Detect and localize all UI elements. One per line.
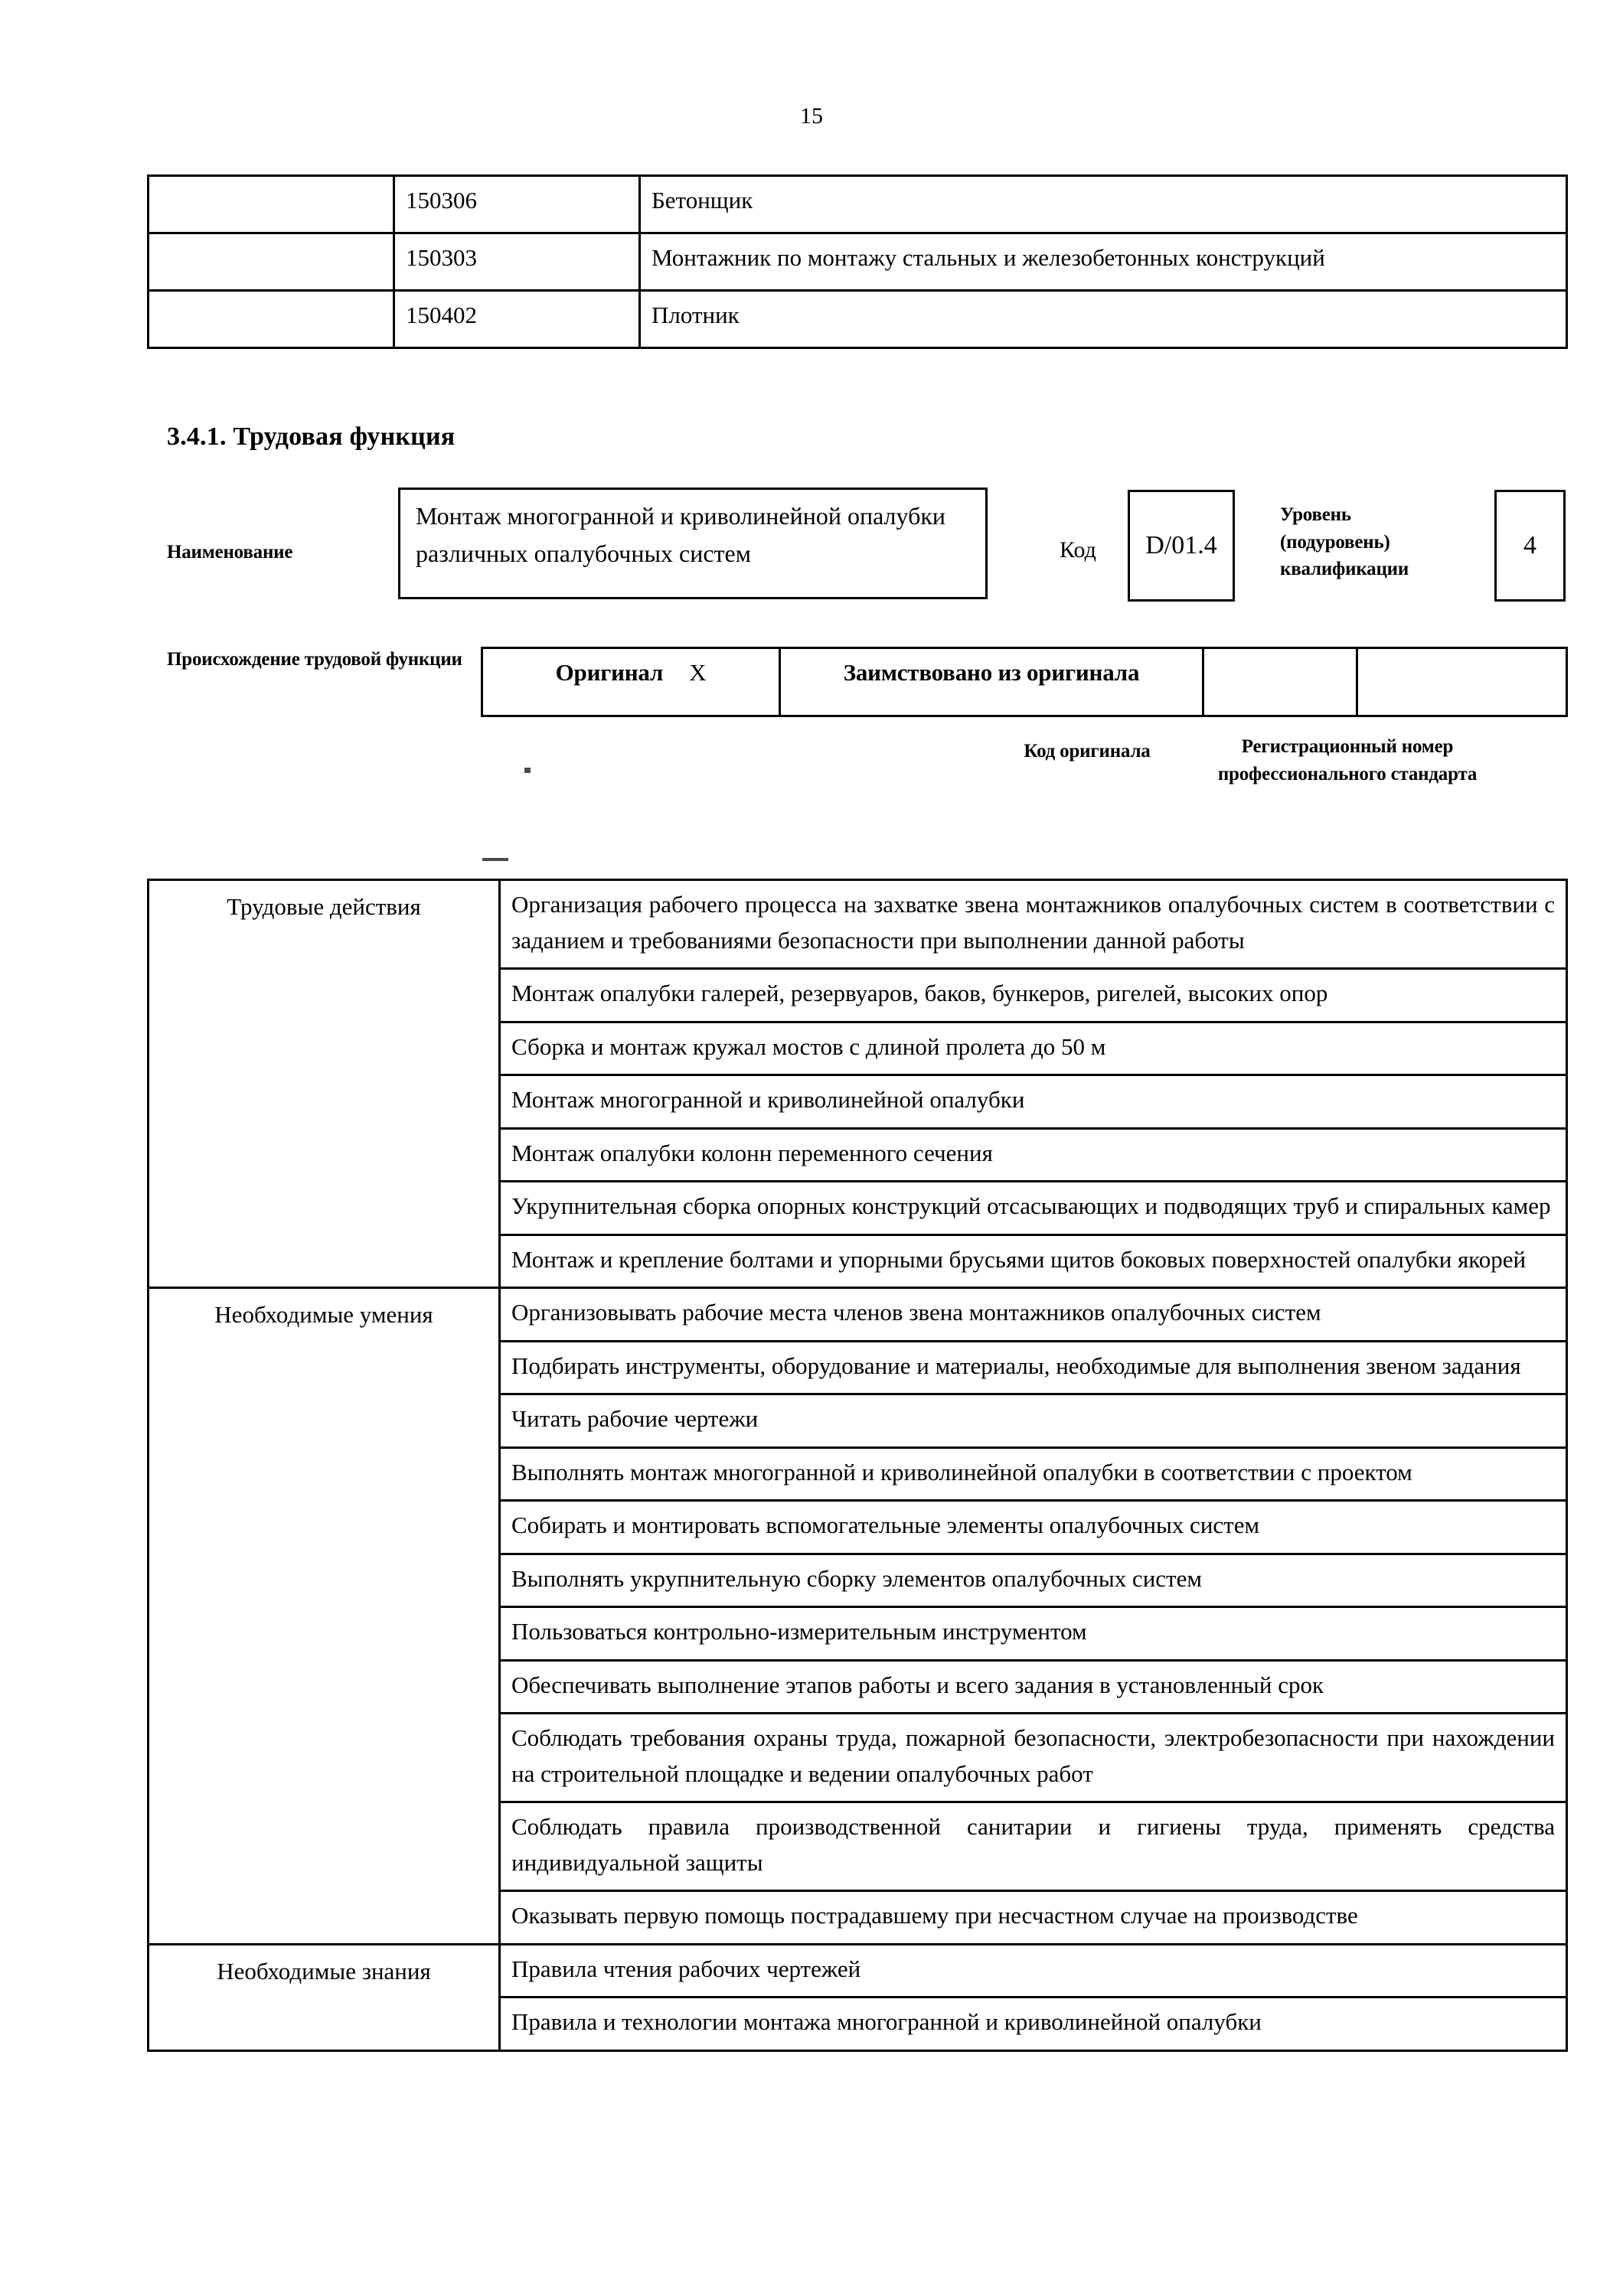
- list-item: Собирать и монтировать вспомогательные элементы опалубочных систем: [500, 1501, 1567, 1554]
- qualification-level-box: 4: [1494, 490, 1566, 602]
- function-name-box: Монтаж многогранной и криволинейной опалубки различных опалубочных систем: [398, 488, 988, 599]
- table-row: [482, 648, 1567, 716]
- origin-code-cell: [1203, 648, 1357, 716]
- origin-table: [481, 647, 1568, 717]
- list-item: Оказывать первую помощь пострадавшему при несчастном случае на производстве: [500, 1891, 1567, 1945]
- name-label: Наименование: [167, 542, 293, 563]
- qualification-level-label: Уровень (подуровень) квалификации: [1280, 504, 1409, 579]
- name-cell: Монтажник по монтажу стальных и железобетонных конструкций: [640, 233, 1567, 291]
- table-row: [149, 291, 1567, 348]
- group-cell: [149, 233, 394, 291]
- function-code-box: D/01.4: [1128, 490, 1235, 602]
- list-item: Подбирать инструменты, оборудование и материалы, необходимые для выполнения звеном задания: [500, 1341, 1567, 1394]
- origin-registration-cell: [1357, 648, 1567, 716]
- list-item: Соблюдать правила производственной санитарии и гигиены труда, применять средства индивидуальной защиты: [500, 1802, 1567, 1891]
- list-item: Организация рабочего процесса на захватке звена монтажников опалубочных систем в соответствии с заданием и требованиями безопасности при выполнении данной работы: [500, 880, 1567, 969]
- name-cell: Бетонщик: [640, 176, 1567, 233]
- scan-speck: [482, 858, 508, 861]
- list-item: Укрупнительная сборка опорных конструкций отсасывающих и подводящих труб и спиральных камер: [500, 1182, 1567, 1235]
- list-item: Сборка и монтаж кружал мостов с длиной пролета до 50 м: [500, 1022, 1567, 1075]
- origin-borrowed-cell: Заимствовано из оригинала: [780, 648, 1203, 716]
- list-item: Монтаж опалубки колонн переменного сечения: [500, 1128, 1567, 1182]
- labour-function-table: [147, 879, 1568, 2052]
- list-item: Соблюдать требования охраны труда, пожарной безопасности, электробезопасности при нахождении на строительной площадке и ведении опалубочных работ: [500, 1714, 1567, 1802]
- list-item: Обеспечивать выполнение этапов работы и всего задания в установленный срок: [500, 1660, 1567, 1714]
- origin-original-label: Оригинал: [555, 659, 664, 686]
- table-row: [149, 1288, 1567, 1342]
- category-cell-labour-actions: Трудовые действия: [149, 880, 500, 1288]
- list-item: Монтаж опалубки галерей, резервуаров, баков, бункеров, ригелей, высоких опор: [500, 969, 1567, 1022]
- table-row: [149, 880, 1567, 969]
- category-cell-required-knowledge: Необходимые знания: [149, 1944, 500, 2050]
- code-cell: 150306: [394, 176, 640, 233]
- list-item: Монтаж многогранной и криволинейной опалубки: [500, 1075, 1567, 1129]
- group-cell: [149, 291, 394, 348]
- occupation-codes-table: [147, 174, 1568, 349]
- list-item: Монтаж и крепление болтами и упорными брусьями щитов боковых поверхностей опалубки якорей: [500, 1234, 1567, 1288]
- origin-registration-caption: Регистрационный номер профессионального стандарта: [1217, 736, 1478, 784]
- name-cell: Плотник: [640, 291, 1567, 348]
- scan-speck: [524, 768, 531, 773]
- page-number: 15: [800, 103, 823, 129]
- list-item: Читать рабочие чертежи: [500, 1394, 1567, 1448]
- section-heading: 3.4.1. Трудовая функция: [167, 422, 456, 451]
- list-item: Правила и технологии монтажа многогранной и криволинейной опалубки: [500, 1998, 1567, 2051]
- code-cell: 150402: [394, 291, 640, 348]
- list-item: Выполнять укрупнительную сборку элементов опалубочных систем: [500, 1554, 1567, 1607]
- origin-code-caption: Код оригинала: [1024, 741, 1151, 762]
- origin-label: Происхождение трудовой функции: [167, 649, 462, 670]
- list-item: Организовывать рабочие места членов звена монтажников опалубочных систем: [500, 1288, 1567, 1342]
- origin-original-cell: [482, 648, 780, 716]
- list-item: Выполнять монтаж многогранной и криволинейной опалубки в соответствии с проектом: [500, 1447, 1567, 1501]
- category-cell-required-skills: Необходимые умения: [149, 1288, 500, 1945]
- origin-original-mark: X: [689, 659, 707, 686]
- table-row: [149, 1944, 1567, 1998]
- list-item: Пользоваться контрольно-измерительным инструментом: [500, 1607, 1567, 1661]
- table-row: [149, 176, 1567, 233]
- code-cell: 150303: [394, 233, 640, 291]
- code-label: Код: [1060, 537, 1096, 563]
- table-row: [149, 233, 1567, 291]
- list-item: Правила чтения рабочих чертежей: [500, 1944, 1567, 1998]
- group-cell: [149, 176, 394, 233]
